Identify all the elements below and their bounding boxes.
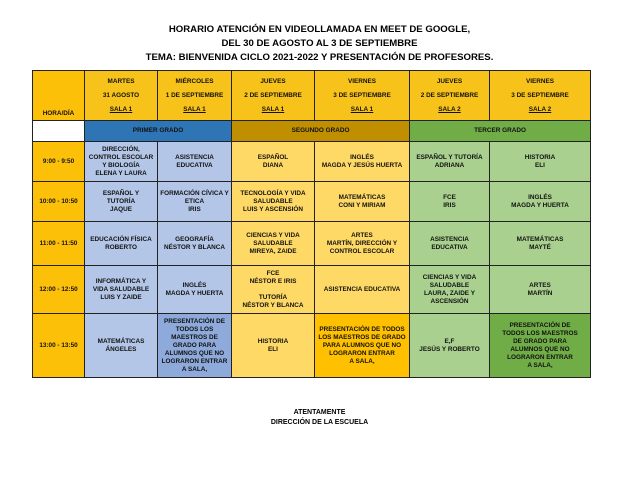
class-cell: [85, 182, 158, 222]
cell-line: LOGRARON ENTRAR: [161, 357, 228, 365]
cell-line: NÉSTOR Y BLANCA: [163, 243, 226, 251]
cell-line: ESPAÑOL: [257, 153, 289, 161]
class-cell: [315, 222, 410, 266]
cell-line: LOGRARON ENTRAR: [329, 349, 395, 357]
cell-line: LAURA, ZAIDE Y: [423, 289, 475, 297]
document-title: [0, 23, 639, 65]
class-cell: [158, 182, 232, 222]
grade-group-row: [33, 121, 591, 142]
cell-line: SALUDABLE: [429, 281, 470, 289]
class-cell: [158, 266, 232, 314]
cell-line: GEOGRAFÍA: [175, 235, 214, 243]
cell-line: IRIS: [443, 201, 456, 209]
time-slot: 12:00 - 12:50: [33, 266, 85, 314]
cell-line: LUIS Y ASCENSIÓN: [243, 205, 303, 213]
cell-line: INGLÉS: [528, 193, 552, 201]
cell-line: ELENA Y LAURA: [95, 169, 147, 177]
class-cell: [315, 182, 410, 222]
header-room: SALA 1: [261, 105, 285, 113]
cell-line: FORMACIÓN CÍVICA Y: [160, 189, 229, 197]
cell-line: DIRECCIÓN,: [102, 145, 140, 153]
header-column-1: [158, 71, 232, 121]
cell-line: ADRIANA: [434, 161, 465, 169]
cell-line: PRESENTACIÓN DE: [509, 321, 571, 329]
cell-line: ESPAÑOL Y: [102, 189, 140, 197]
cell-line: EDUCACIÓN FÍSICA: [90, 235, 152, 243]
cell-line: ELI: [268, 345, 278, 353]
class-cell: [315, 142, 410, 182]
cell-line: INGLÉS: [350, 153, 374, 161]
cell-line: JESÚS Y ROBERTO: [419, 345, 480, 353]
class-cell: [232, 222, 315, 266]
cell-line: CIENCIAS Y VIDA: [422, 273, 477, 281]
header-day: VIERNES: [347, 77, 377, 85]
cell-line: ASCENSIÓN: [430, 297, 469, 305]
cell-line: ETICA: [184, 197, 205, 205]
cell-line: MIREYA, ZAIDE: [249, 247, 297, 255]
cell-line: CONTROL ESCOLAR: [329, 247, 395, 255]
cell-line: MAGDA Y HUERTA: [511, 201, 569, 209]
cell-line: DE GRADO PARA: [513, 337, 567, 345]
time-slot: 9:00 - 9:50: [33, 142, 85, 182]
header-column-5: [490, 71, 591, 121]
cell-line: EDUCATIVA: [431, 243, 468, 251]
class-cell: [232, 266, 315, 314]
header-date: 3 DE SEPTIEMBRE: [511, 91, 569, 99]
header-date: 2 DE SEPTIEMBRE: [244, 91, 302, 99]
header-room: SALA 1: [350, 105, 374, 113]
cell-line: MAGDA Y HUERTA: [165, 289, 224, 297]
header-room: SALA 2: [438, 105, 461, 113]
cell-line: MARTÍN: [527, 289, 553, 297]
class-cell: [158, 142, 232, 182]
cell-line: INFORMÁTICA Y: [95, 277, 147, 285]
header-date: 3 DE SEPTIEMBRE: [333, 91, 391, 99]
header-row: [33, 71, 591, 121]
class-cell: [85, 266, 158, 314]
cell-line: TODOS LOS MAESTROS: [502, 329, 578, 337]
cell-line: PRESENTACIÓN DE TODOS: [319, 325, 405, 333]
class-cell: [232, 314, 315, 378]
footer-line-2: DIRECCIÓN DE LA ESCUELA: [270, 419, 369, 426]
cell-line: DIANA: [262, 161, 284, 169]
group-primer-grado: PRIMER GRADO: [85, 121, 232, 142]
cell-line: SALUDABLE: [253, 239, 293, 247]
class-cell: [315, 266, 410, 314]
class-cell: [410, 142, 490, 182]
cell-line: HISTORIA: [257, 337, 289, 345]
cell-line: [233, 286, 313, 294]
cell-line: FCE: [266, 269, 280, 277]
cell-line: FCE: [443, 193, 456, 201]
cell-line: SALUDABLE: [253, 197, 293, 205]
cell-line: VIDA SALUDABLE: [92, 285, 150, 293]
cell-line: ALUMNOS QUE NO: [164, 349, 225, 357]
cell-line: CIENCIAS Y VIDA: [246, 231, 300, 239]
cell-line: LOGRARON ENTRAR: [507, 353, 573, 361]
title-line-2: DEL 30 DE AGOSTO AL 3 DE SEPTIEMBRE: [221, 38, 418, 49]
cell-line: A SALA,: [527, 361, 553, 369]
header-day: JUEVES: [260, 77, 286, 85]
cell-line: ELI: [535, 161, 545, 169]
class-cell: [410, 182, 490, 222]
class-cell: [85, 222, 158, 266]
schedule-row: [33, 266, 591, 314]
cell-line: HISTORIA: [524, 153, 556, 161]
header-day: JUEVES: [436, 77, 463, 85]
class-cell: [232, 182, 315, 222]
cell-line: PRESENTACIÓN DE: [164, 317, 225, 325]
header-date: 2 DE SEPTIEMBRE: [420, 91, 479, 99]
class-cell: [410, 222, 490, 266]
cell-line: MAGDA Y JESÚS HUERTA: [321, 161, 403, 169]
footer: [0, 408, 639, 428]
class-cell: [410, 266, 490, 314]
cell-line: ÁNGELES: [105, 345, 137, 353]
class-cell: [490, 314, 591, 378]
header-room: SALA 1: [183, 105, 206, 113]
class-cell: [490, 142, 591, 182]
cell-line: EDUCATIVA: [176, 161, 213, 169]
class-cell: [315, 314, 410, 378]
class-cell: [232, 142, 315, 182]
header-column-3: [315, 71, 410, 121]
cell-line: CONTROL ESCOLAR: [88, 153, 154, 161]
cell-line: MAESTROS DE: [171, 333, 218, 341]
header-day: MARTES: [107, 77, 135, 85]
header-date: 1 DE SEPTIEMBRE: [165, 91, 224, 99]
class-cell: [158, 222, 232, 266]
header-room: SALA 1: [109, 105, 133, 113]
cell-line: TUTORÍA: [258, 293, 288, 301]
schedule-row: [33, 222, 591, 266]
hora-dia-header: HORA/DÍA: [33, 71, 85, 121]
cell-line: CONI Y MIRIAM: [338, 201, 386, 209]
cell-line: IRIS: [188, 205, 201, 213]
class-cell: [85, 142, 158, 182]
cell-line: MATEMÁTICAS: [516, 235, 564, 243]
class-cell: [410, 314, 490, 378]
class-cell: [490, 182, 591, 222]
header-column-4: [410, 71, 490, 121]
group-tercer-grado: TERCER GRADO: [410, 121, 591, 142]
cell-line: TUTORÍA: [106, 197, 136, 205]
time-slot: 10:00 - 10:50: [33, 182, 85, 222]
cell-line: LOS MAESTROS DE GRADO: [318, 333, 406, 341]
time-slot: 11:00 - 11:50: [33, 222, 85, 266]
cell-line: NÉSTOR Y BLANCA: [242, 301, 304, 309]
cell-line: ALUMNOS QUE NO: [510, 345, 570, 353]
schedule-row: [33, 314, 591, 378]
cell-line: A SALA,: [349, 357, 375, 365]
class-cell: [85, 314, 158, 378]
schedule-row: [33, 142, 591, 182]
cell-line: ASISTENCIA: [175, 153, 214, 161]
footer-line-1: ATENTAMENTE: [293, 409, 346, 416]
cell-line: MARTÍN, DIRECCIÓN Y: [326, 239, 398, 247]
cell-line: ASISTENCIA: [430, 235, 469, 243]
time-slot: 13:00 - 13:50: [33, 314, 85, 378]
grade-group-blank: [33, 121, 85, 142]
cell-line: Y BIOLOGÍA: [102, 161, 140, 169]
header-date: 31 AGOSTO: [102, 91, 140, 99]
class-cell: [158, 314, 232, 378]
class-cell: [490, 222, 591, 266]
title-line-3: TEMA: BIENVENIDA CICLO 2021-2022 Y PRESENTACIÓN DE PROFESORES.: [145, 52, 494, 63]
cell-line: MATEMÁTICAS: [97, 337, 145, 345]
title-line-1: HORARIO ATENCIÓN EN VIDEOLLAMADA EN MEET DE GOOGLE,: [168, 24, 471, 35]
cell-line: ESPAÑOL Y TUTORÍA: [416, 153, 483, 161]
cell-line: MATEMÁTICAS: [338, 193, 386, 201]
schedule-row: [33, 182, 591, 222]
schedule-table: [32, 70, 591, 378]
cell-line: PARA ALUMNOS QUE NO: [322, 341, 402, 349]
cell-line: INGLÉS: [182, 281, 207, 289]
header-day: VIERNES: [525, 77, 555, 85]
header-day: MIÉRCOLES: [175, 77, 214, 85]
cell-line: JAQUE: [109, 205, 133, 213]
class-cell: [490, 266, 591, 314]
group-segundo-grado: SEGUNDO GRADO: [232, 121, 410, 142]
cell-line: ROBERTO: [105, 243, 137, 251]
cell-line: LUIS Y ZAIDE: [100, 293, 142, 301]
cell-line: A SALA,: [181, 365, 208, 373]
cell-line: ARTES: [529, 281, 551, 289]
cell-line: GRADO PARA: [172, 341, 217, 349]
cell-line: TODOS LOS: [175, 325, 214, 333]
cell-line: MAYTÉ: [529, 243, 551, 251]
cell-line: NÉSTOR E IRIS: [249, 277, 297, 285]
cell-line: E,F: [444, 337, 455, 345]
header-room: SALA 2: [528, 105, 552, 113]
cell-line: ARTES: [351, 231, 373, 239]
header-column-0: [85, 71, 158, 121]
cell-line: TECNOLOGÍA Y VIDA: [240, 189, 306, 197]
cell-line: ASISTENCIA EDUCATIVA: [323, 285, 401, 293]
header-column-2: [232, 71, 315, 121]
